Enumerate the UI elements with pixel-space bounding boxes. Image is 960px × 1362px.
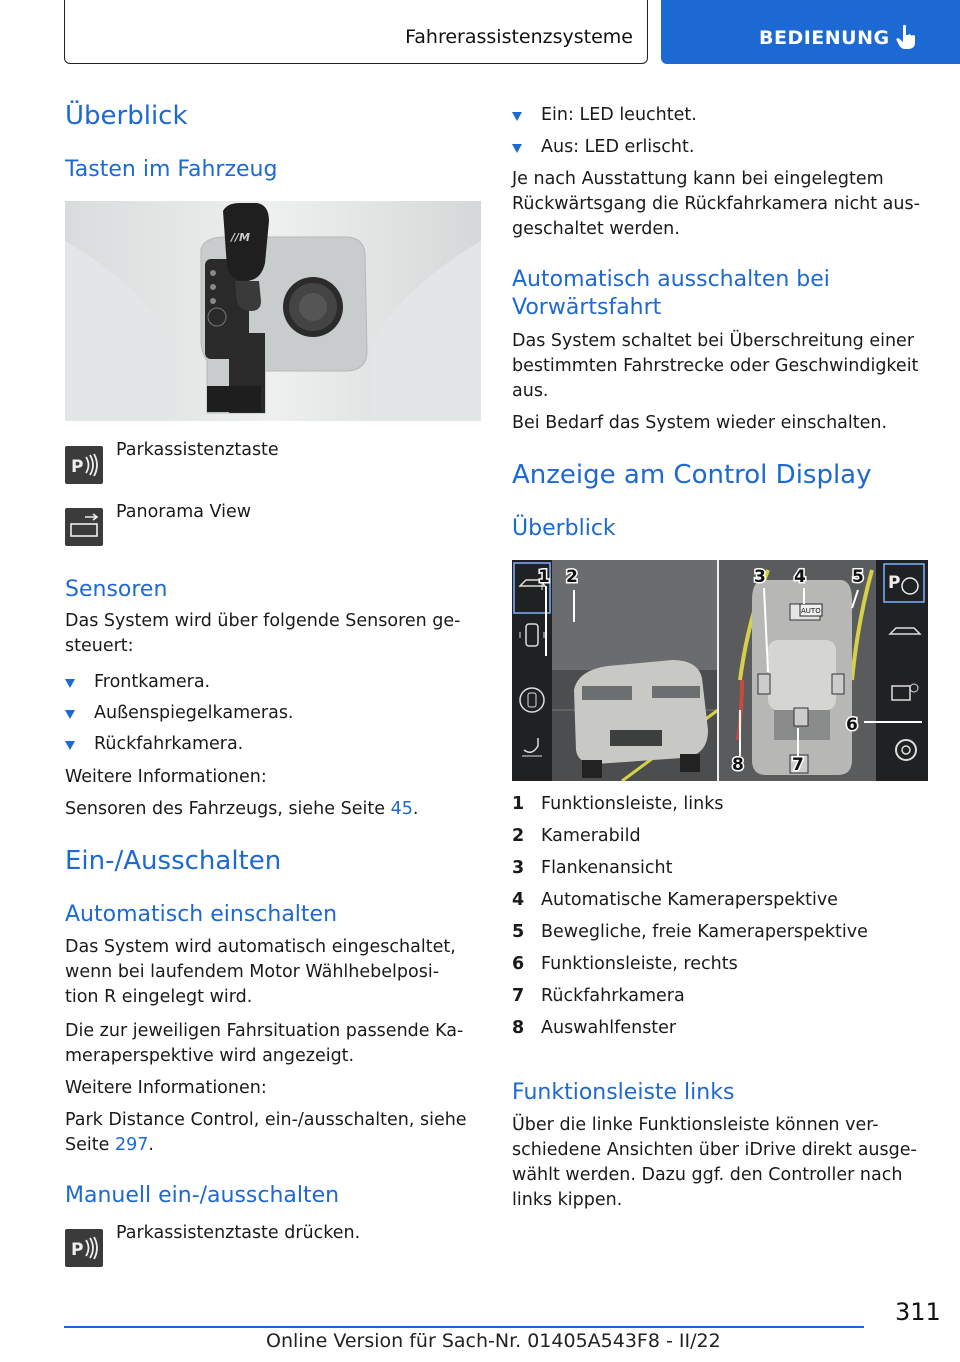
panorama-view-button-label: Panorama View xyxy=(116,502,252,522)
legend-number: 3 xyxy=(512,858,525,878)
heading-manual-on-off: Manuell ein-/ausschalten xyxy=(65,1183,340,1208)
legend-number: 4 xyxy=(512,890,525,910)
page-link-297[interactable]: 297 xyxy=(114,1135,149,1155)
heading-on-off: Ein-/Ausschalten xyxy=(65,846,282,876)
bullet-triangle-icon xyxy=(65,679,75,688)
park-assist-button-label: Parkassistenztaste xyxy=(116,440,279,460)
legend-text: Flankenansicht xyxy=(541,858,673,878)
pdc-reference-line1: Park Distance Control, ein-/ausschalten, siehe xyxy=(65,1110,467,1130)
display-auto-badge: AUTO xyxy=(801,607,821,615)
heading-control-display: Anzeige am Control Display xyxy=(512,460,872,490)
auto-on-line3: tion R eingelegt wird. xyxy=(65,987,253,1007)
callout-2: 2 xyxy=(566,567,578,587)
svg-text://M: //M xyxy=(231,231,250,244)
callout-6: 6 xyxy=(846,715,858,735)
heading-auto-off-line2: Vorwärtsfahrt xyxy=(512,295,662,320)
legend-number: 7 xyxy=(512,986,525,1006)
footer-divider xyxy=(64,1326,864,1328)
legend-number: 5 xyxy=(512,922,525,942)
heading-auto-on: Automatisch einschalten xyxy=(65,902,338,927)
page-link-45[interactable]: 45 xyxy=(390,799,413,819)
callout-1: 1 xyxy=(538,567,550,587)
auto-off-line2: bestimmten Fahrstrecke oder Geschwindigkeit xyxy=(512,356,919,376)
toolbar-line4: links kippen. xyxy=(512,1190,623,1210)
auto-off-line3: aus. xyxy=(512,381,549,401)
heading-buttons: Tasten im Fahrzeug xyxy=(65,157,278,182)
callout-7: 7 xyxy=(792,755,804,775)
sensors-intro-line1: Das System wird über folgende Sensoren ge- xyxy=(65,611,461,631)
bullet-triangle-icon xyxy=(512,112,522,121)
reverse-note-line1: Je nach Ausstattung kann bei eingelegtem xyxy=(512,169,884,189)
bullet-triangle-icon xyxy=(512,144,522,153)
heading-auto-off-line1: Automatisch ausschalten bei xyxy=(512,267,830,292)
legend-text: Funktionsleiste, rechts xyxy=(541,954,738,974)
header-section-tab xyxy=(64,0,648,64)
legend-text: Automatische Kameraperspektive xyxy=(541,890,838,910)
legend-number: 2 xyxy=(512,826,525,846)
panorama-view-button-icon xyxy=(65,508,103,546)
reenable-note: Bei Bedarf das System wieder einschalten. xyxy=(512,413,888,433)
legend-text: Kamerabild xyxy=(541,826,641,846)
header-section-title: Fahrerassistenzsysteme xyxy=(405,26,633,48)
auto-off-line1: Das System schaltet bei Überschreitung einer xyxy=(512,331,915,351)
park-assist-button-icon xyxy=(65,1229,103,1267)
legend-number: 6 xyxy=(512,954,525,974)
svg-text:P: P xyxy=(71,457,84,477)
perspective-line1: Die zur jeweiligen Fahrsituation passende Ka- xyxy=(65,1021,464,1041)
legend-number: 8 xyxy=(512,1018,525,1038)
svg-text:P: P xyxy=(888,573,901,593)
toolbar-line2: schiedene Ansichten über iDrive direkt ausge- xyxy=(512,1140,917,1160)
header-chapter-tab xyxy=(661,0,960,64)
more-info-label: Weitere Informationen: xyxy=(65,767,267,787)
heading-left-toolbar: Funktionsleiste links xyxy=(512,1080,735,1105)
callout-4: 4 xyxy=(794,567,806,587)
sensors-reference: Sensoren des Fahrzeugs, siehe Seite 45. xyxy=(65,799,419,819)
page-number: 311 xyxy=(895,1298,941,1326)
bullet-triangle-icon xyxy=(65,741,75,750)
callout-5: 5 xyxy=(852,567,864,587)
legend-text: Bewegliche, freie Kameraperspektive xyxy=(541,922,868,942)
callout-8: 8 xyxy=(732,755,744,775)
legend-text: Auswahlfenster xyxy=(541,1018,677,1038)
callout-3: 3 xyxy=(754,567,766,587)
toolbar-line3: wählt werden. Dazu ggf. den Controller nach xyxy=(512,1165,903,1185)
heading-sensors: Sensoren xyxy=(65,577,168,602)
legend-number: 1 xyxy=(512,794,525,814)
auto-on-line1: Das System wird automatisch eingeschaltet, xyxy=(65,937,456,957)
manual-instruction: Parkassistenztaste drücken. xyxy=(116,1223,361,1243)
perspective-line2: meraperspektive wird angezeigt. xyxy=(65,1046,355,1066)
legend-text: Rückfahrkamera xyxy=(541,986,685,1006)
header-chapter-title: BEDIENUNG xyxy=(759,27,890,49)
more-info-label-2: Weitere Informationen: xyxy=(65,1078,267,1098)
park-assist-button-icon xyxy=(65,446,103,484)
reverse-note-line2: Rückwärtsgang die Rückfahrkamera nicht aus- xyxy=(512,194,920,214)
auto-on-line2: wenn bei laufendem Motor Wählhebelposi- xyxy=(65,962,440,982)
reverse-note-line3: geschaltet werden. xyxy=(512,219,680,239)
footer-version: Online Version für Sach-Nr. 01405A543F8 - II/22 xyxy=(266,1330,721,1352)
pdc-reference-line2: Seite 297. xyxy=(65,1135,154,1155)
svg-text:P: P xyxy=(71,1240,84,1260)
legend-text: Funktionsleiste, links xyxy=(541,794,724,814)
bullet-triangle-icon xyxy=(65,710,75,719)
sensors-intro-line2: steuert: xyxy=(65,636,134,656)
center-console-image xyxy=(65,201,481,421)
control-display-image xyxy=(512,560,928,781)
hand-pointer-icon xyxy=(895,24,917,50)
toolbar-line1: Über die linke Funktionsleiste können ver- xyxy=(512,1115,879,1135)
heading-overview: Überblick xyxy=(65,101,188,131)
heading-display-overview: Überblick xyxy=(512,516,616,541)
